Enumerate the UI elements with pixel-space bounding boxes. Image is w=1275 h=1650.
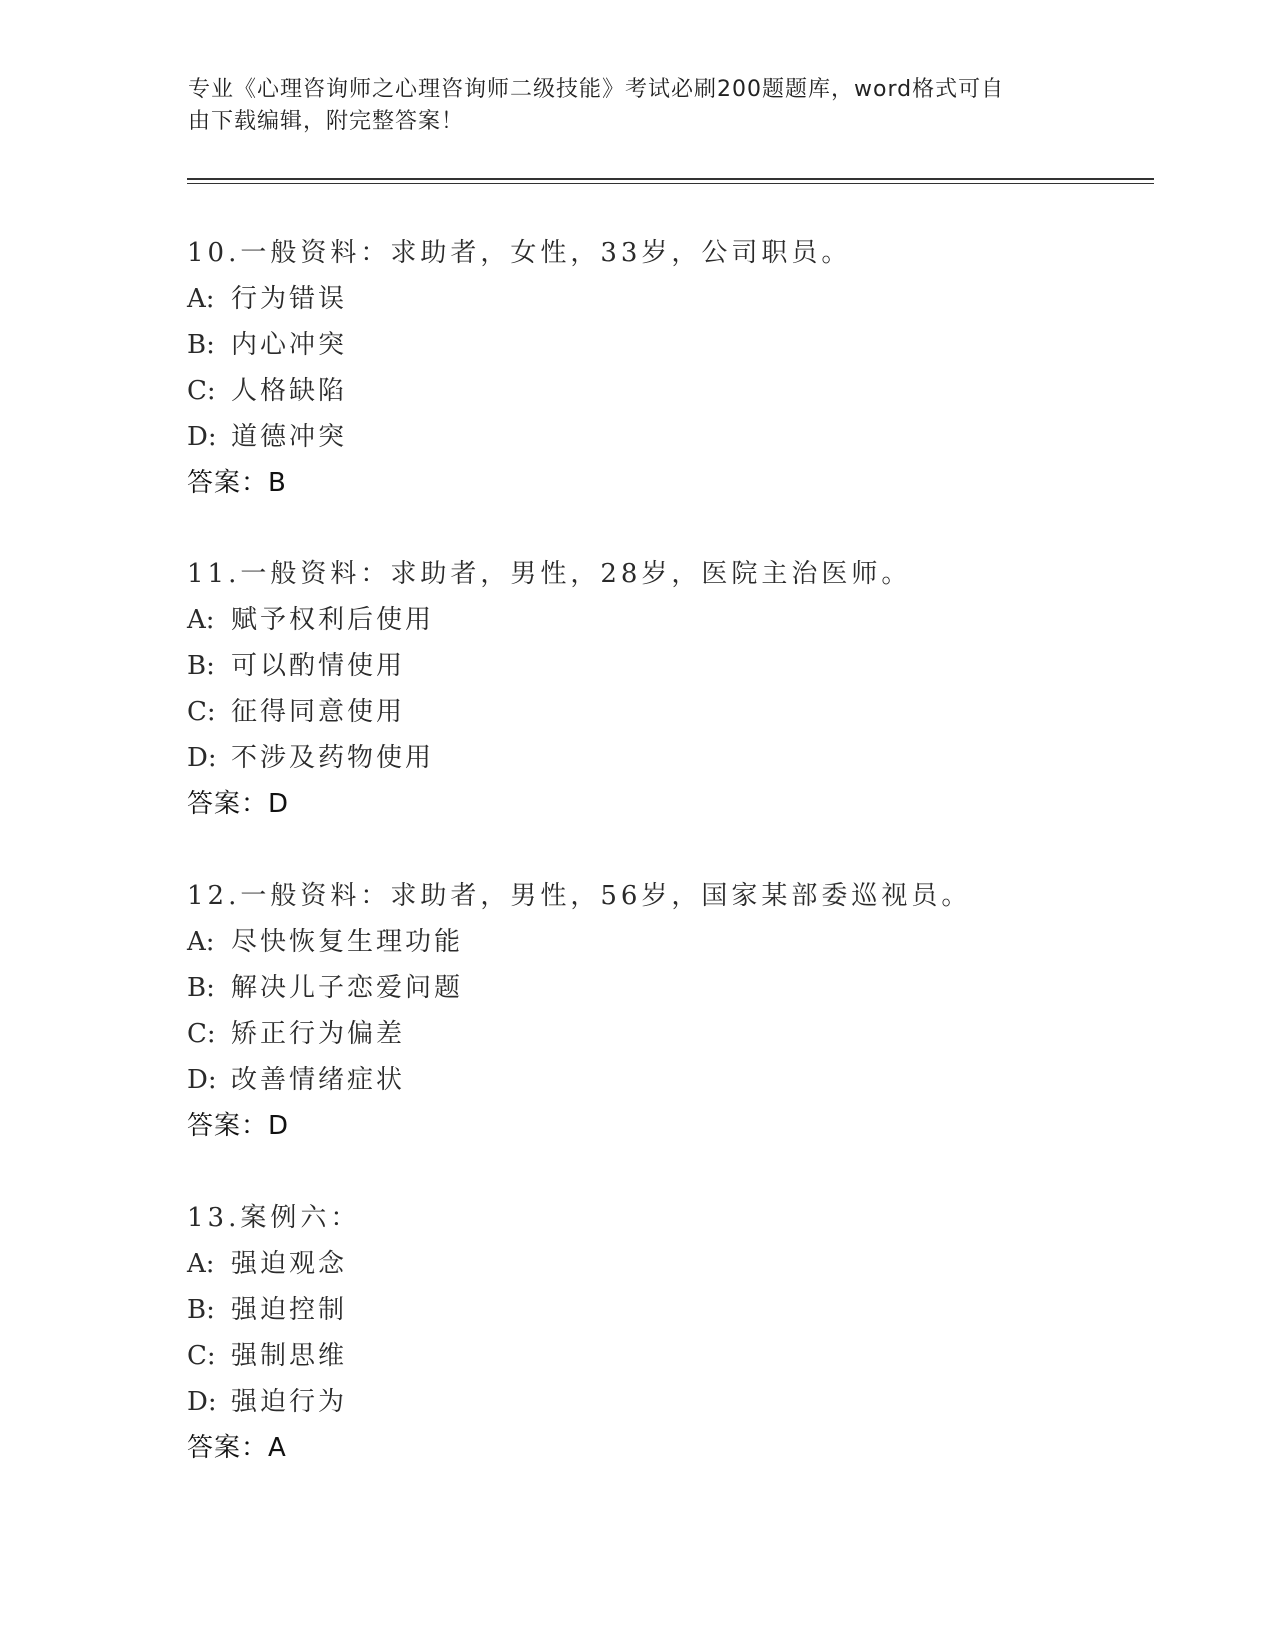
option-text: 可以酌情使用 <box>231 651 406 681</box>
option-key: C: <box>187 376 216 406</box>
option-text: 人格缺陷 <box>231 376 348 406</box>
option-text: 解决儿子恋爱问题 <box>231 973 464 1003</box>
option-key: B: <box>187 973 215 1003</box>
option-text: 不涉及药物使用 <box>231 743 435 773</box>
header-divider <box>187 178 1154 184</box>
option-text: 赋予权利后使用 <box>231 605 435 635</box>
option-key: D: <box>187 1065 217 1095</box>
answer-line: 答案：D <box>187 789 290 819</box>
option-text: 矫正行为偏差 <box>231 1019 406 1049</box>
option-text: 强制思维 <box>231 1341 348 1371</box>
question-12 <box>187 873 1087 1149</box>
question-11 <box>187 551 1087 827</box>
option-b <box>187 965 1087 1011</box>
header-line-2: 由下载编辑，附完整答案！ <box>188 109 465 134</box>
header-line-1: 专业《心理咨询师之心理咨询师二级技能》考试必刷200题题库，word格式可自 <box>188 77 1005 102</box>
option-c <box>187 368 1087 414</box>
option-text: 强迫控制 <box>231 1295 348 1325</box>
option-a <box>187 919 1087 965</box>
option-a <box>187 276 1087 322</box>
option-key: B: <box>187 651 215 681</box>
option-d <box>187 414 1087 460</box>
option-a <box>187 597 1087 643</box>
option-a <box>187 1241 1087 1287</box>
question-stem: 10.一般资料：求助者，女性，33岁，公司职员。 <box>187 238 852 268</box>
option-b <box>187 643 1087 689</box>
option-text: 尽快恢复生理功能 <box>231 927 464 957</box>
option-b <box>187 322 1087 368</box>
option-key: A: <box>187 1249 215 1279</box>
option-key: A: <box>187 605 215 635</box>
document-header <box>188 74 1068 138</box>
option-d <box>187 1379 1087 1425</box>
option-key: C: <box>187 1019 216 1049</box>
option-key: B: <box>187 1295 215 1325</box>
option-text: 道德冲突 <box>231 422 348 452</box>
option-c <box>187 1333 1087 1379</box>
option-b <box>187 1287 1087 1333</box>
answer-line: 答案：A <box>187 1433 287 1463</box>
option-text: 征得同意使用 <box>231 697 406 727</box>
option-key: C: <box>187 697 216 727</box>
option-d <box>187 735 1087 781</box>
option-c <box>187 1011 1087 1057</box>
option-c <box>187 689 1087 735</box>
option-key: D: <box>187 743 217 773</box>
option-key: D: <box>187 1387 217 1417</box>
option-text: 内心冲突 <box>231 330 348 360</box>
question-10 <box>187 230 1087 506</box>
question-13 <box>187 1195 1087 1471</box>
question-stem: 11.一般资料：求助者，男性，28岁，医院主治医师。 <box>187 559 912 589</box>
option-key: A: <box>187 927 215 957</box>
question-stem: 12.一般资料：求助者，男性，56岁，国家某部委巡视员。 <box>187 881 972 911</box>
option-text: 行为错误 <box>231 284 348 314</box>
option-text: 改善情绪症状 <box>231 1065 406 1095</box>
answer-line: 答案：B <box>187 468 287 498</box>
option-d <box>187 1057 1087 1103</box>
option-key: C: <box>187 1341 216 1371</box>
option-key: A: <box>187 284 215 314</box>
option-key: D: <box>187 422 217 452</box>
option-text: 强迫观念 <box>231 1249 348 1279</box>
option-key: B: <box>187 330 215 360</box>
answer-line: 答案：D <box>187 1111 290 1141</box>
question-stem: 13.案例六： <box>187 1203 361 1233</box>
option-text: 强迫行为 <box>231 1387 348 1417</box>
